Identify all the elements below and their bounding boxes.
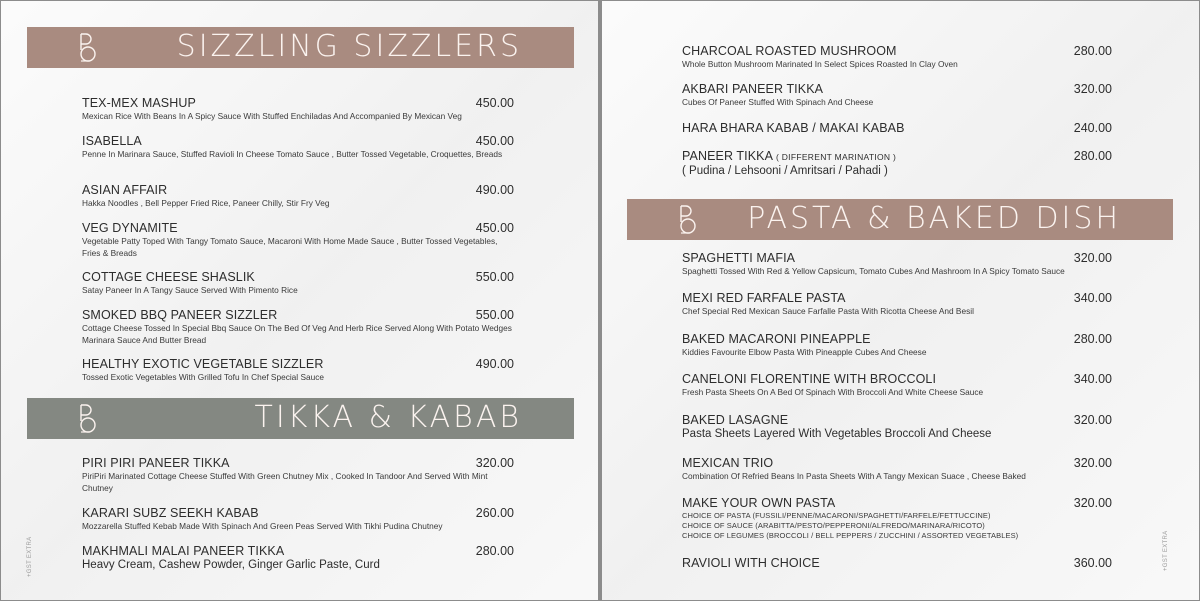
item-name: TEX-MEX MASHUP	[82, 96, 196, 110]
item-price: 320.00	[1073, 82, 1112, 96]
item-description: Kiddies Favourite Elbow Pasta With Pineapple Cubes And Cheese	[682, 347, 927, 357]
section-banner-sizzlers	[27, 27, 574, 68]
section-banner-pasta-baked	[627, 199, 1173, 240]
item-name: HEALTHY EXOTIC VEGETABLE SIZZLER	[82, 357, 324, 371]
item-price: 320.00	[1073, 496, 1112, 510]
menu-item	[682, 82, 1112, 108]
menu-item	[682, 413, 1112, 441]
item-price: 280.00	[475, 544, 514, 558]
item-name: HARA BHARA KABAB / MAKAI KABAB	[682, 121, 905, 135]
item-description: Mexican Rice With Beans In A Spicy Sauce With Stuffed Enchiladas And Accompanied By Mexican Veg	[82, 111, 462, 121]
item-name: ISABELLA	[82, 134, 142, 148]
item-description: PiriPiri Marinated Cottage Cheese Stuffed With Green Chutney Mix , Cooked In Tandoor And Served With Mint Chutney	[82, 471, 488, 493]
menu-item	[82, 183, 514, 209]
menu-item	[682, 251, 1112, 277]
section-title: PASTA & BAKED DISH	[747, 201, 1121, 236]
item-name: MEXICAN TRIO	[682, 456, 774, 470]
item-price: 340.00	[1073, 372, 1112, 386]
item-price: 490.00	[475, 357, 514, 371]
item-description-line: CHOICE OF LEGUMES (BROCCOLI / BELL PEPPERS / ZUCCHINI / ASSORTED VEGETABLES)	[682, 531, 1019, 540]
item-description: Satay Paneer In A Tangy Sauce Served With Pimento Rice	[82, 285, 298, 295]
menu-item	[82, 221, 514, 259]
menu-item	[82, 270, 514, 296]
item-description: Vegetable Patty Toped With Tangy Tomato Sauce, Macaroni With Home Made Sauce , Butter Tossed Vegetables, Fries & Breads	[82, 236, 498, 258]
item-name: SPAGHETTI MAFIA	[682, 251, 796, 265]
item-name: MAKE YOUR OWN PASTA	[682, 496, 836, 510]
item-description: Hakka Noodles , Bell Pepper Fried Rice, Paneer Chilly, Stir Fry Veg	[82, 198, 330, 208]
item-description: Cubes Of Paneer Stuffed With Spinach And Cheese	[682, 97, 874, 107]
item-price: 320.00	[1073, 251, 1112, 265]
item-price: 450.00	[475, 134, 514, 148]
menu-item	[82, 308, 514, 346]
menu-item	[82, 96, 514, 122]
item-name: RAVIOLI WITH CHOICE	[682, 556, 820, 570]
menu-page-right	[602, 1, 1199, 600]
item-description: Cottage Cheese Tossed In Special Bbq Sauce On The Bed Of Veg And Herb Rice Served Along With Potato Wedges Marinara Sauce And Butter Bread	[82, 323, 512, 345]
item-price: 340.00	[1073, 291, 1112, 305]
item-price: 450.00	[475, 96, 514, 110]
item-name: AKBARI PANEER TIKKA	[682, 82, 824, 96]
menu-item	[682, 149, 1112, 178]
item-name-text: PANEER TIKKA	[682, 149, 773, 163]
item-price: 320.00	[1073, 413, 1112, 427]
item-name	[682, 149, 1112, 164]
menu-item	[682, 44, 1112, 70]
item-name: PIRI PIRI PANEER TIKKA	[82, 456, 230, 470]
item-price: 550.00	[475, 308, 514, 322]
item-price: 320.00	[475, 456, 514, 470]
b-monogram-icon	[677, 204, 699, 235]
item-price: 280.00	[1073, 332, 1112, 346]
item-description: Penne In Marinara Sauce, Stuffed Ravioli In Cheese Tomato Sauce , Butter Tossed Vegetable, Croquettes, Breads	[82, 149, 503, 159]
menu-item	[82, 456, 519, 494]
item-price: 280.00	[1073, 149, 1112, 163]
menu-item	[682, 456, 1112, 482]
menu-item	[682, 291, 1112, 317]
item-description: Tossed Exotic Vegetables With Grilled Tofu In Chef Special Sauce	[82, 372, 324, 382]
item-description: Combination Of Refried Beans In Pasta Sheets With A Tangy Mexican Suace , Cheese Baked	[682, 471, 1026, 481]
item-name: KARARI SUBZ SEEKH KABAB	[82, 506, 259, 520]
item-price: 550.00	[475, 270, 514, 284]
item-description: Fresh Pasta Sheets On A Bed Of Spinach With Broccoli And White Cheese Sauce	[682, 387, 984, 397]
item-name: MAKHMALI MALAI PANEER TIKKA	[82, 544, 285, 558]
b-monogram-icon	[77, 32, 99, 63]
menu-item	[682, 372, 1112, 398]
item-name: BAKED MACARONI PINEAPPLE	[682, 332, 871, 346]
item-price: 240.00	[1073, 121, 1112, 135]
gst-extra-note: +GST EXTRA	[27, 536, 33, 577]
menu-item	[682, 496, 1112, 541]
item-note: ( DIFFERENT MARINATION )	[775, 152, 897, 162]
item-name: BAKED LASAGNE	[682, 413, 789, 427]
menu-item	[82, 506, 514, 532]
section-title: TIKKA & KABAB	[254, 400, 522, 435]
menu-page-left	[1, 1, 598, 600]
item-name: SMOKED BBQ PANEER SIZZLER	[82, 308, 278, 322]
menu-item	[682, 332, 1112, 358]
item-description: Spaghetti Tossed With Red & Yellow Capsicum, Tomato Cubes And Mashroom In A Spicy Tomato Sauce	[682, 266, 1065, 276]
menu-item	[682, 121, 1112, 135]
item-description: ( Pudina / Lehsooni / Amritsari / Pahadi )	[682, 165, 888, 177]
item-name: VEG DYNAMITE	[82, 221, 178, 235]
item-description: Mozzarella Stuffed Kebab Made With Spinach And Green Peas Served With Tikhi Pudina Chutney	[82, 521, 443, 531]
menu-item	[82, 134, 514, 160]
item-description-line: CHOICE OF PASTA (FUSSILI/PENNE/MACARONI/SPAGHETTI/FARFELE/FETTUCCINE)	[682, 511, 991, 520]
item-description: Chef Special Red Mexican Sauce Farfalle Pasta With Ricotta Cheese And Besil	[682, 306, 974, 316]
item-name: CHARCOAL ROASTED MUSHROOM	[682, 44, 897, 58]
item-description: Heavy Cream, Cashew Powder, Ginger Garlic Paste, Curd	[82, 559, 380, 571]
item-name: MEXI RED FARFALE PASTA	[682, 291, 846, 305]
item-description-line: CHOICE OF SAUCE (ARABITTA/PESTO/PEPPERONI/ALFREDO/MARINARA/RICOTO)	[682, 521, 985, 530]
menu-item	[682, 556, 1112, 570]
menu-item	[82, 357, 514, 383]
item-name: CANELONI FLORENTINE WITH BROCCOLI	[682, 372, 937, 386]
section-banner-tikka-kabab	[27, 398, 574, 439]
item-price: 450.00	[475, 221, 514, 235]
item-price: 490.00	[475, 183, 514, 197]
menu-item	[82, 544, 514, 572]
item-description: Whole Button Mushroom Marinated In Select Spices Roasted In Clay Oven	[682, 59, 958, 69]
item-price: 260.00	[475, 506, 514, 520]
gst-extra-note: +GST EXTRA	[1163, 530, 1169, 571]
item-name: ASIAN AFFAIR	[82, 183, 168, 197]
item-description: Pasta Sheets Layered With Vegetables Broccoli And Cheese	[682, 428, 992, 440]
section-title: SIZZLING SIZZLERS	[176, 29, 522, 64]
item-price: 320.00	[1073, 456, 1112, 470]
b-monogram-icon	[77, 403, 99, 434]
item-name: COTTAGE CHEESE SHASLIK	[82, 270, 255, 284]
item-price: 360.00	[1073, 556, 1112, 570]
item-price: 280.00	[1073, 44, 1112, 58]
